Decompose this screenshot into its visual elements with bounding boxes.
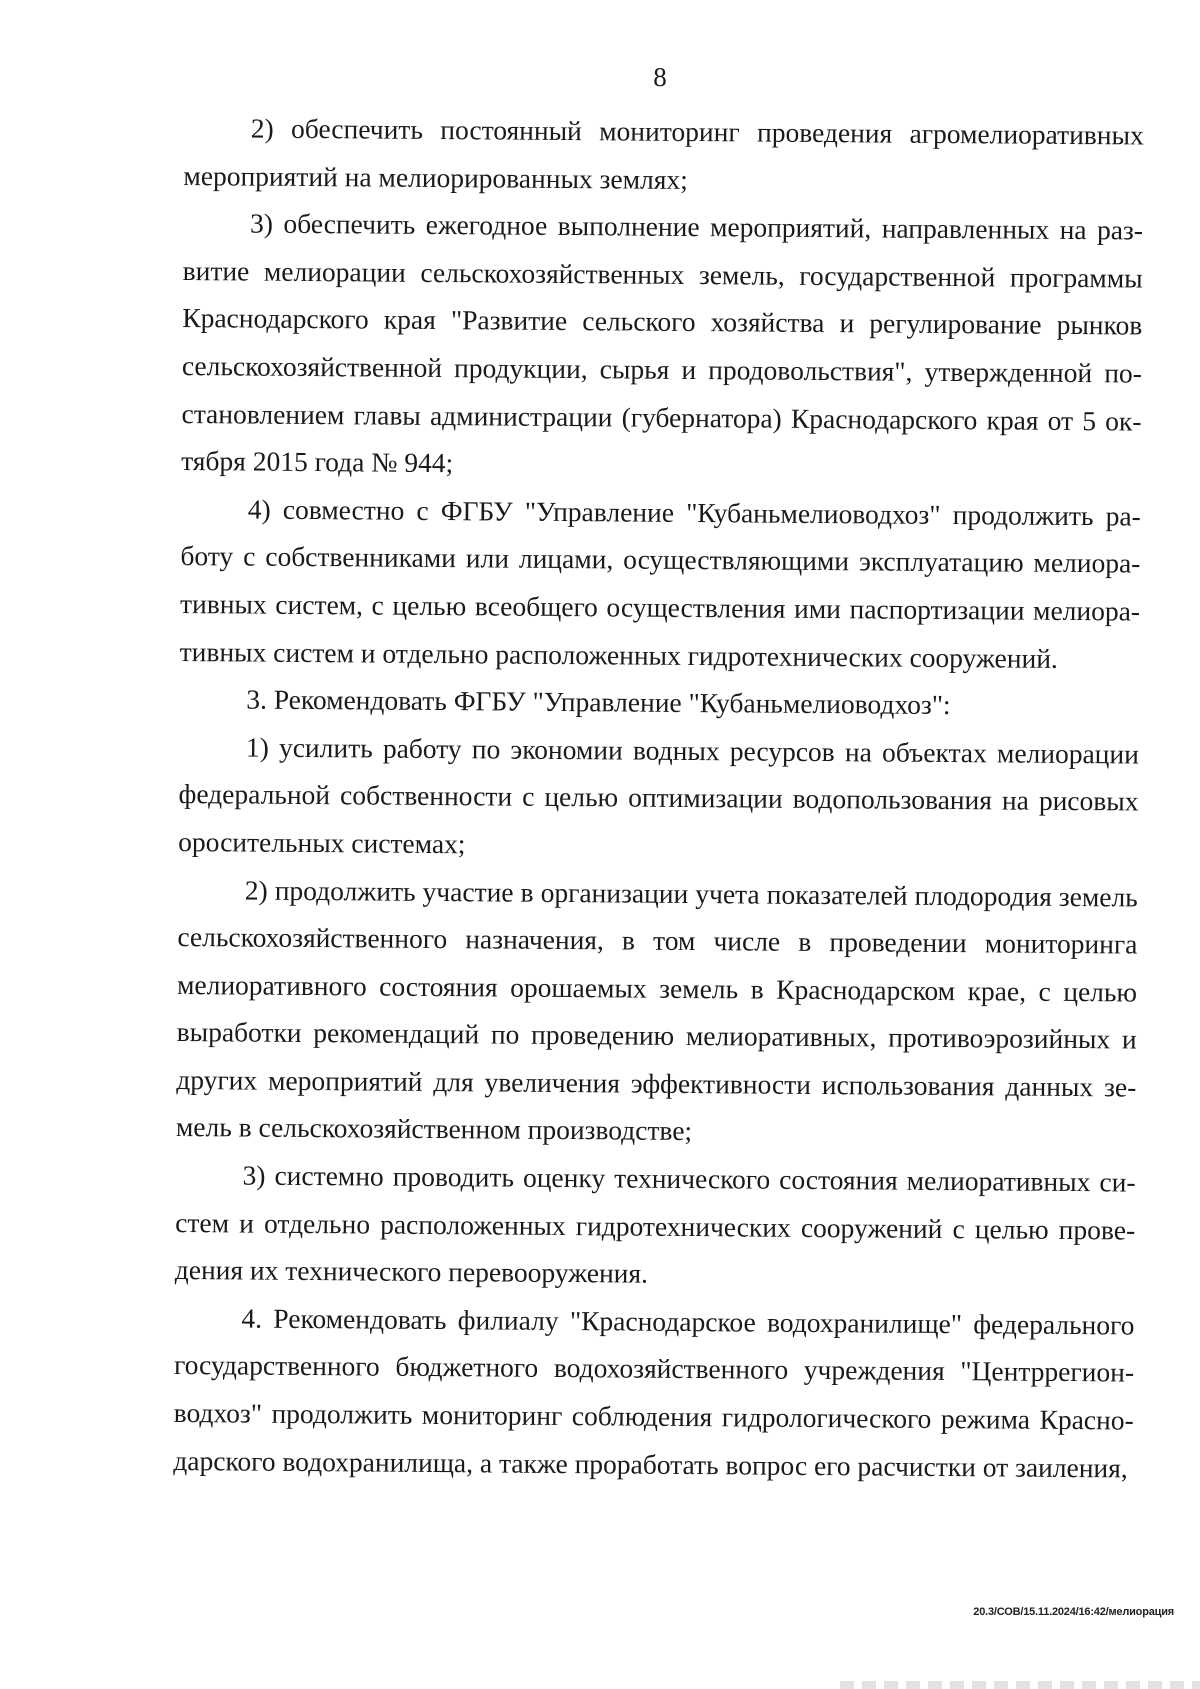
paragraph-3-3-technical-state: 3) системно проводить оценку технического состояния мелиоративных систем и отдельно расположенных гидротехнических сооружений с целью проведения их технического перевооружения. — [174, 1159, 1136, 1289]
paragraph-section-3-heading: 3. Рекомендовать ФГБУ "Управление "Кубаньмелиоводхоз": — [246, 683, 951, 721]
paragraph-2-monitoring: 2) обеспечить постоянный мониторинг проведения агромелиоративных мероприятий на мелиорированных землях; — [183, 112, 1144, 195]
paragraph-3-1-water-economy: 1) усилить работу по экономии водных ресурсов на объектах мелиорации федеральной собственности с целью оптимизации водопользования на рисовых оросительных системах; — [178, 731, 1140, 860]
paragraph-section-4-reservoir: 4. Рекомендовать филиалу "Краснодарское водохранилище" федерального государственного бюджетного водохозяйственного учреждения "Центррегионводхоз" продолжить мониторинг соблюдения гидрологического режима Краснодарского водохранилища, а также проработать вопрос его расчистки от заиления, — [173, 1302, 1135, 1484]
paragraph-3-annual-measures: 3) обеспечить ежегодное выполнение мероприятий, направленных на развитие мелиорации сельскохозяйственных земель, государственной программы Краснодарского края "Развитие сельского хозяйства и регулирование рынков сельскохозяйственной продукции, сырья и продовольствия", утвержденной постановлением главы администрации (губернатора) Краснодарского края от 5 октября 2015 года № 944; — [181, 207, 1144, 479]
page-number: 8 — [653, 62, 667, 92]
document-footer-code: 20.3/СОВ/15.11.2024/16:42/мелиорация — [973, 1606, 1174, 1618]
paragraph-4-passportization: 4) совместно с ФГБУ "Управление "Кубаньмелиоводхоз" продолжить работу с собственниками или лицами, осуществляющими эксплуатацию мелиоративных систем, с целью всеобщего осуществления ими паспортизации мелиоративных систем и отдельно расположенных гидротехнических сооружений. — [179, 493, 1141, 674]
scan-edge-marks — [840, 1681, 1200, 1689]
paragraph-3-2-fertility: 2) продолжить участие в организации учета показателей плодородия земель сельскохозяйственного назначения, в том числе в проведении мониторинга мелиоративного состояния орошаемых земель в Краснодарском крае, с целью выработки рекомендаций по проведению мелиоративных, противоэрозийных и других мероприятий для увеличения эффективности использования данных земель в сельскохозяйственном производстве; — [175, 874, 1138, 1147]
document-body — [173, 104, 1144, 1492]
